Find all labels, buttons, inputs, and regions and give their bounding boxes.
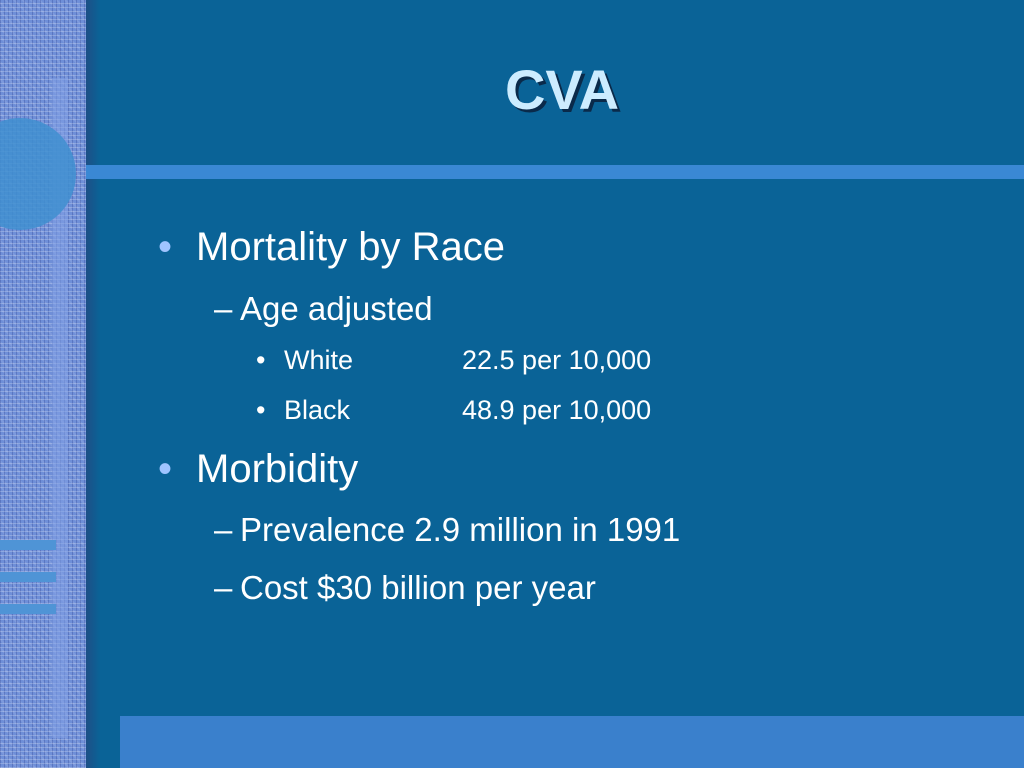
sub-bullet-text: Age adjusted xyxy=(240,290,433,327)
side-decoration-stripe xyxy=(0,572,56,582)
footer-decoration xyxy=(120,716,1024,768)
sub-bullet-marker: – xyxy=(214,511,233,548)
item-marker: • xyxy=(256,345,266,375)
item-value: 48.9 per 10,000 xyxy=(462,395,652,425)
bullet-text: Mortality by Race xyxy=(196,225,505,269)
sub-bullet-marker: – xyxy=(214,569,233,606)
title-divider xyxy=(86,165,1024,179)
bullet-marker: • xyxy=(158,225,173,269)
side-decoration-shadow xyxy=(86,0,100,768)
item-label: White xyxy=(284,345,354,375)
item-label: Black xyxy=(284,395,351,425)
side-decoration-texture xyxy=(0,0,86,768)
bullet-text: Morbidity xyxy=(196,447,359,491)
item-marker: • xyxy=(256,395,266,425)
side-decoration-stripe xyxy=(0,604,56,614)
slide-title: CVA xyxy=(504,58,620,121)
sub-bullet-marker: – xyxy=(214,290,233,327)
item-value: 22.5 per 10,000 xyxy=(462,345,652,375)
side-decoration-stripe xyxy=(0,540,56,550)
bullet-marker: • xyxy=(158,447,173,491)
sub-bullet-text: Cost $30 billion per year xyxy=(240,569,596,606)
sub-bullet-text: Prevalence 2.9 million in 1991 xyxy=(240,511,681,548)
